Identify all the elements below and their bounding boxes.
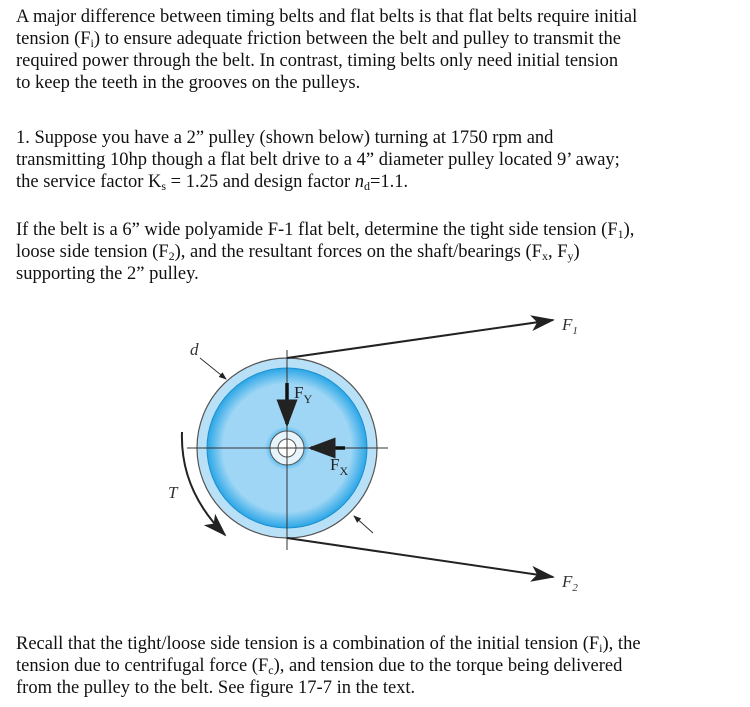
- text: loose side tension (F: [16, 242, 169, 262]
- subscript: 2: [168, 249, 175, 263]
- text: , F: [547, 242, 568, 262]
- subscript: i: [599, 641, 603, 655]
- text: supporting the 2” pulley.: [16, 264, 199, 284]
- text: ), the: [602, 634, 641, 654]
- label-fy: $F_Y$: [294, 383, 313, 406]
- subscript: y: [567, 249, 574, 263]
- label-t: T: [168, 483, 178, 502]
- subscript: c: [268, 663, 274, 677]
- text: =1.1.: [370, 172, 409, 192]
- text: ): [573, 242, 580, 262]
- label-f2: $F_2$: [562, 572, 578, 594]
- text: the service factor K: [16, 172, 162, 192]
- text: tension due to centrifugal force (F: [16, 656, 269, 676]
- subscript: 1: [617, 227, 624, 241]
- tight-side-belt-arrow: [287, 320, 553, 358]
- text-line: [16, 655, 622, 677]
- diameter-pointer-arrow: [200, 358, 226, 379]
- subscript: x: [541, 249, 548, 263]
- label-f1: $F_1$: [562, 315, 578, 337]
- label-d: d: [190, 340, 199, 359]
- text-line: [16, 633, 641, 655]
- label-fx: $F_X$: [330, 455, 349, 478]
- text: ) to ensure adequate friction between the belt and pulley to transmit the: [93, 29, 621, 49]
- subscript: s: [161, 179, 167, 193]
- text: ), and the resultant forces on the shaft/bearings (F: [174, 242, 542, 262]
- text: Recall that the tight/loose side tension is a combination of the initial tension (F: [16, 634, 600, 654]
- text: ), and tension due to the torque being delivered: [273, 656, 623, 676]
- text: from the pulley to the belt. See figure 17-7 in the text.: [16, 678, 416, 698]
- loose-side-belt-arrow: [287, 538, 553, 577]
- text: A major difference between timing belts and flat belts is that flat belts require initial: [16, 7, 638, 27]
- subscript: d: [364, 179, 370, 193]
- text-line: [16, 677, 415, 699]
- text: n: [354, 172, 364, 192]
- text: to keep the teeth in the grooves on the pulleys.: [16, 73, 361, 93]
- text: If the belt is a 6” wide polyamide F-1 flat belt, determine the tight side tension (F: [16, 220, 618, 240]
- text: 1. Suppose you have a 2” pulley (shown below) turning at 1750 rpm and: [16, 128, 554, 148]
- diameter-pointer-arrow: [354, 516, 373, 533]
- text: tension (F: [16, 29, 91, 49]
- subscript: i: [90, 36, 94, 50]
- text: ),: [623, 220, 635, 240]
- text: = 1.25 and design factor: [166, 172, 355, 192]
- text: required power through the belt. In contrast, timing belts only need initial tension: [16, 51, 619, 71]
- text: transmitting 10hp though a flat belt drive to a 4” diameter pulley located 9’ away;: [16, 150, 620, 170]
